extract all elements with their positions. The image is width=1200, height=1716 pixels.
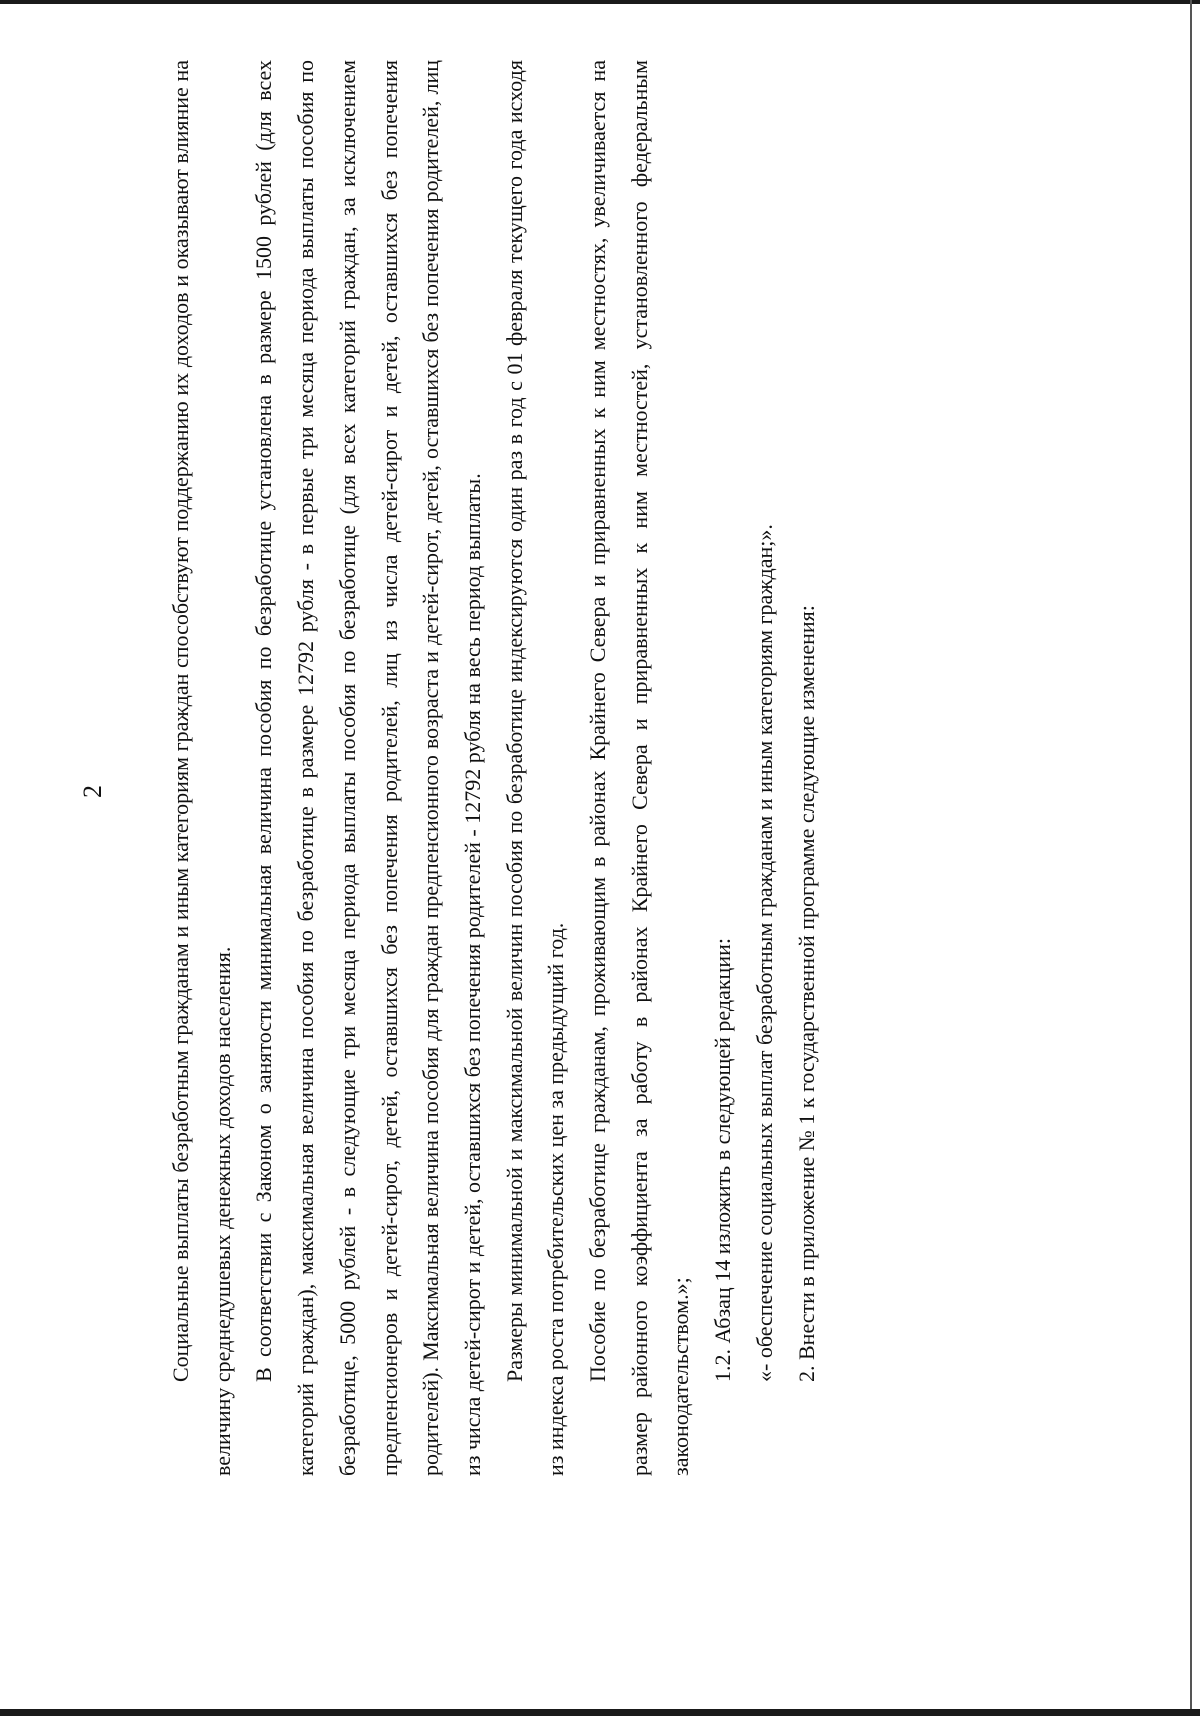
paragraph-4: Пособие по безработице гражданам, проживающим в районах Крайнего Севера и приравненных к ним местностях, увеличивается на размер районного коэффициента за работу в районах Крайнего Севера и приравненных к ним местностей, установленного федеральным законодательством.»;: [585, 60, 694, 1476]
paragraph-6: «- обеспечение социальных выплат безработным гражданам и иным категориям граждан;».: [751, 524, 777, 1382]
rotated-page-body: [160, 0, 1090, 1546]
scan-edge-bottom: [0, 1709, 1200, 1716]
paragraph-7: 2. Внести в приложение № 1 к государственной программе следующие изменения:: [793, 605, 819, 1382]
paragraph-5: 1.2. Абзац 14 изложить в следующей редакции:: [710, 938, 736, 1382]
paragraph-2: В соответствии с Законом о занятости минимальная величина пособия по безработице установлена в размере 1500 рублей (для всех категорий граждан), максимальная величина пособия по безработице в размере 12792 рубля - в первые три месяца периода выплаты пособия по безработице, 5000 рублей - в следующие три месяца периода выплаты пособия по безработице (для всех категорий граждан, за исключением предпенсионеров и детей-сирот, детей, оставшихся без попечения родителей, лиц из числа детей-сирот и детей, оставшихся без попечения родителей). Максимальная величина пособия для граждан предпенсионного возраста и детей-сирот, детей, оставшихся без попечения родителей, лиц из числа детей-сирот и детей, оставшихся без попечения родителей - 12792 рубля на весь период выплаты.: [251, 60, 485, 1476]
document-text: [160, 0, 827, 1546]
page-number: 2: [78, 785, 107, 798]
scan-edge-right: [1190, 0, 1192, 1716]
paragraph-1: Социальные выплаты безработным гражданам и иным категориям граждан способствуют поддержанию их доходов и оказывают влияние на величину среднедушевых денежных доходов населения.: [168, 60, 235, 1476]
page-number-band: [78, 0, 118, 1546]
paragraph-3: Размеры минимальной и максимальной величин пособия по безработице индексируются один раз в год с 01 февраля текущего года исходя из индекса роста потребительских цен за предыдущий год.: [501, 60, 569, 1476]
